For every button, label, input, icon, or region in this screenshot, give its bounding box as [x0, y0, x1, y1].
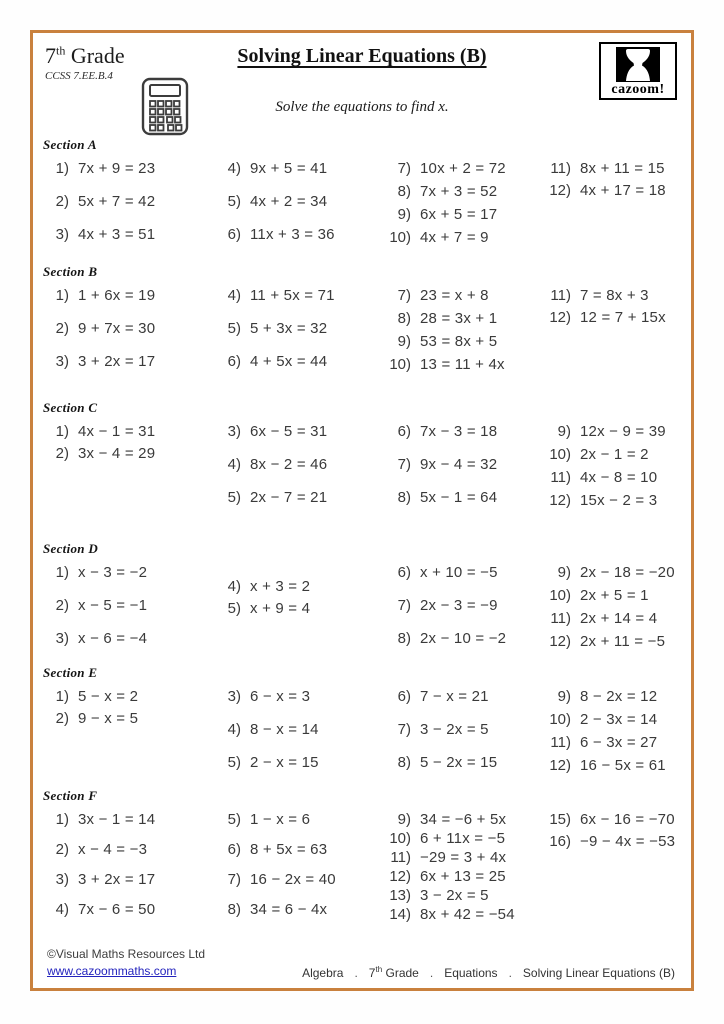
- equation-number: 4): [227, 160, 241, 177]
- equation-row: [215, 455, 327, 474]
- equation-text: 9x − 4 = 32: [420, 456, 498, 473]
- equation-number: 2): [55, 193, 69, 210]
- equation-row: [43, 629, 147, 648]
- equation-text: 16 − 5x = 61: [580, 757, 666, 774]
- section-columns: [43, 286, 691, 385]
- equation-number: 2): [55, 445, 69, 462]
- equation-row: [385, 629, 506, 648]
- equation-number: 12): [549, 757, 571, 774]
- breadcrumb: [302, 965, 675, 980]
- equation-row: [385, 563, 498, 582]
- equation-text: 4x + 7 = 9: [420, 229, 489, 246]
- equation-number: 3): [55, 871, 69, 888]
- equation-row: [385, 228, 489, 247]
- equation-number: 10): [549, 587, 571, 604]
- equation-number: 7): [397, 721, 411, 738]
- equation-number: 5): [227, 320, 241, 337]
- equation-text: 4x − 8 = 10: [580, 469, 658, 486]
- equation-row: [385, 867, 506, 886]
- equation-row: [545, 445, 649, 464]
- section: [43, 400, 691, 521]
- equation-row: [385, 687, 489, 706]
- equation-text: 2x − 10 = −2: [420, 630, 507, 647]
- equation-text: 10x + 2 = 72: [420, 160, 506, 177]
- equation-text: 2x + 11 = −5: [580, 633, 666, 650]
- equation-row: [385, 596, 498, 615]
- equation-text: 6x − 16 = −70: [580, 811, 675, 828]
- equation-text: 6x + 5 = 17: [420, 206, 498, 223]
- equation-row: [385, 829, 505, 848]
- sections: [33, 137, 691, 930]
- equation-text: x − 4 = −3: [78, 841, 148, 858]
- equation-text: x + 10 = −5: [420, 564, 498, 581]
- equation-row: [385, 488, 497, 507]
- equation-text: 4x + 17 = 18: [580, 182, 666, 199]
- equation-number: 4): [227, 578, 241, 595]
- equation-number: 3): [55, 226, 69, 243]
- breadcrumb-item: 7th Grade: [368, 965, 419, 980]
- equation-text: 2x − 7 = 21: [250, 489, 328, 506]
- equation-number: 6): [397, 564, 411, 581]
- equation-column: [385, 563, 545, 662]
- equation-text: 4 + 5x = 44: [250, 353, 328, 370]
- equation-text: 1 + 6x = 19: [78, 287, 156, 304]
- equation-text: 13 = 11 + 4x: [420, 356, 505, 373]
- equation-row: [43, 840, 147, 859]
- equation-number: 10): [389, 356, 411, 373]
- equation-number: 7): [397, 160, 411, 177]
- equation-row: [43, 709, 138, 728]
- equation-number: 4): [227, 456, 241, 473]
- equation-text: 5 − 2x = 15: [420, 754, 498, 771]
- equation-number: 11): [550, 469, 571, 486]
- equation-number: 1): [55, 160, 69, 177]
- equation-text: 3x − 4 = 29: [78, 445, 156, 462]
- section-columns: [43, 810, 691, 930]
- equation-number: 2): [55, 710, 69, 727]
- equation-column: [545, 563, 691, 662]
- equation-text: 8 − x = 14: [250, 721, 319, 738]
- equation-column: [215, 810, 385, 930]
- equation-number: 12): [549, 492, 571, 509]
- equation-column: [215, 159, 385, 258]
- equation-text: 15x − 2 = 3: [580, 492, 658, 509]
- page-border-frame: [30, 30, 694, 991]
- equation-text: 6x + 13 = 25: [420, 868, 506, 885]
- equation-row: [215, 352, 327, 371]
- equation-text: 5 − x = 2: [78, 688, 139, 705]
- section-columns: [43, 687, 691, 786]
- equation-number: 10): [549, 711, 571, 728]
- equation-text: x + 9 = 4: [250, 600, 311, 617]
- breadcrumb-item: Equations: [444, 966, 498, 980]
- instruction-text: Solve the equations to find x.: [275, 99, 449, 115]
- equation-row: [215, 577, 310, 596]
- equation-text: 6x − 5 = 31: [250, 423, 328, 440]
- equation-number: 3): [55, 353, 69, 370]
- equation-number: 15): [549, 811, 571, 828]
- equation-row: [385, 810, 506, 829]
- equation-number: 11): [550, 160, 571, 177]
- equation-number: 11): [550, 734, 571, 751]
- equation-column: [43, 810, 215, 930]
- equation-text: 28 = 3x + 1: [420, 310, 498, 327]
- equation-text: 3 − 2x = 5: [420, 721, 489, 738]
- logo-text: cazoom!: [611, 82, 665, 97]
- equation-number: 9): [557, 564, 571, 581]
- equation-text: 34 = 6 − 4x: [250, 901, 328, 918]
- equation-number: 2): [55, 320, 69, 337]
- equation-number: 14): [389, 906, 411, 923]
- equation-text: 2x − 1 = 2: [580, 446, 649, 463]
- equation-row: [215, 900, 327, 919]
- equation-text: 9 + 7x = 30: [78, 320, 156, 337]
- equation-row: [385, 455, 497, 474]
- equation-text: 34 = −6 + 5x: [420, 811, 507, 828]
- equation-number: 1): [55, 423, 69, 440]
- equation-number: 16): [549, 833, 571, 850]
- equation-column: [43, 159, 215, 258]
- equation-text: x − 3 = −2: [78, 564, 148, 581]
- equation-number: 7): [397, 597, 411, 614]
- breadcrumb-item: Algebra: [302, 966, 344, 980]
- equation-number: 12): [549, 633, 571, 650]
- equation-column: [545, 422, 691, 521]
- equation-number: 6): [227, 353, 241, 370]
- equation-number: 7): [227, 871, 241, 888]
- equation-row: [545, 687, 657, 706]
- equation-row: [545, 468, 657, 487]
- equation-row: [215, 192, 327, 211]
- equation-row: [215, 319, 327, 338]
- equation-text: 3x − 1 = 14: [78, 811, 156, 828]
- equation-text: 11 + 5x = 71: [250, 287, 335, 304]
- breadcrumb-separator: .: [508, 966, 512, 980]
- equation-number: 11): [390, 849, 411, 866]
- equation-row: [43, 687, 138, 706]
- equation-row: [43, 900, 155, 919]
- equation-text: 7x + 9 = 23: [78, 160, 156, 177]
- equation-text: 12x − 9 = 39: [580, 423, 666, 440]
- equation-text: 1 − x = 6: [250, 811, 311, 828]
- equation-row: [215, 870, 336, 889]
- equation-row: [215, 599, 310, 618]
- equation-row: [215, 488, 327, 507]
- equation-number: 8): [397, 183, 411, 200]
- grade-superscript: th: [56, 43, 66, 58]
- equation-number: 9): [397, 333, 411, 350]
- equation-text: 6 + 11x = −5: [420, 830, 506, 847]
- equation-number: 12): [549, 309, 571, 326]
- equation-number: 10): [389, 229, 411, 246]
- worksheet-title: Solving Linear Equations (B): [237, 45, 487, 67]
- equation-row: [385, 720, 489, 739]
- section-columns: [43, 563, 691, 662]
- grade-label: 7th Grade: [45, 43, 125, 68]
- equation-row: [215, 810, 310, 829]
- footer-left: [47, 947, 205, 980]
- equation-number: 11): [550, 287, 571, 304]
- equation-column: [43, 687, 215, 786]
- equation-text: 3 + 2x = 17: [78, 353, 156, 370]
- equation-row: [545, 710, 657, 729]
- equation-row: [545, 491, 657, 510]
- section-title: Section B: [43, 264, 98, 279]
- equation-number: 2): [55, 597, 69, 614]
- equation-number: 6): [227, 226, 241, 243]
- equation-text: 7x − 6 = 50: [78, 901, 156, 918]
- equation-row: [545, 756, 666, 775]
- equation-column: [385, 286, 545, 385]
- equation-column: [545, 687, 691, 786]
- equation-text: x − 6 = −4: [78, 630, 148, 647]
- equation-text: x − 5 = −1: [78, 597, 148, 614]
- equation-row: [43, 810, 155, 829]
- equation-row: [545, 308, 666, 327]
- section-title: Section F: [43, 788, 98, 803]
- equation-text: 3 + 2x = 17: [78, 871, 156, 888]
- footer: [47, 947, 675, 980]
- section-columns: [43, 159, 691, 258]
- equation-column: [43, 422, 215, 521]
- equation-number: 10): [389, 830, 411, 847]
- equation-column: [385, 159, 545, 258]
- equation-text: 8x − 2 = 46: [250, 456, 328, 473]
- section-title: Section A: [43, 137, 97, 152]
- equation-number: 3): [55, 630, 69, 647]
- section-columns: [43, 422, 691, 521]
- equation-number: 4): [227, 287, 241, 304]
- equation-row: [43, 225, 155, 244]
- equation-row: [43, 192, 155, 211]
- equation-text: 6 − x = 3: [250, 688, 311, 705]
- breadcrumb-item: Solving Linear Equations (B): [522, 966, 675, 980]
- equation-text: 2 − 3x = 14: [580, 711, 658, 728]
- equation-row: [385, 332, 497, 351]
- equation-text: 3 − 2x = 5: [420, 887, 489, 904]
- section: [43, 541, 691, 662]
- equation-text: 4x + 3 = 51: [78, 226, 156, 243]
- equation-row: [385, 422, 497, 441]
- equation-row: [385, 355, 505, 374]
- equation-row: [215, 225, 335, 244]
- equation-number: 6): [397, 688, 411, 705]
- equation-row: [385, 905, 515, 924]
- equation-row: [385, 309, 497, 328]
- equation-text: −29 = 3 + 4x: [420, 849, 507, 866]
- equation-text: 2x + 14 = 4: [580, 610, 658, 627]
- equation-text: −9 − 4x = −53: [580, 833, 676, 850]
- equation-number: 5): [227, 193, 241, 210]
- ccss-standard-label: CCSS 7.EE.B.4: [45, 70, 113, 82]
- equation-row: [215, 159, 327, 178]
- equation-text: 2x − 3 = −9: [420, 597, 498, 614]
- equation-text: 9 − x = 5: [78, 710, 139, 727]
- equation-row: [215, 422, 327, 441]
- equation-row: [545, 286, 649, 305]
- equation-row: [43, 319, 155, 338]
- equation-number: 9): [397, 811, 411, 828]
- breadcrumb-separator: .: [354, 966, 358, 980]
- equation-column: [545, 810, 691, 930]
- equation-row: [43, 596, 147, 615]
- equation-number: 7): [397, 287, 411, 304]
- equation-number: 9): [397, 206, 411, 223]
- section-title: Section C: [43, 400, 98, 415]
- equation-text: 4x − 1 = 31: [78, 423, 156, 440]
- equation-column: [215, 422, 385, 521]
- equation-number: 9): [557, 688, 571, 705]
- djembe-drum-icon: [616, 47, 660, 82]
- equation-number: 8): [397, 630, 411, 647]
- equation-number: 5): [227, 600, 241, 617]
- equation-text: 2 − x = 15: [250, 754, 319, 771]
- equation-column: [545, 159, 691, 258]
- equation-row: [545, 422, 666, 441]
- equation-number: 8): [397, 310, 411, 327]
- equation-row: [545, 832, 675, 851]
- equation-text: 7x + 3 = 52: [420, 183, 498, 200]
- equation-column: [385, 810, 545, 930]
- equation-number: 2): [55, 841, 69, 858]
- section-title: Section D: [43, 541, 99, 556]
- equation-number: 12): [549, 182, 571, 199]
- equation-text: 2x − 18 = −20: [580, 564, 675, 581]
- equation-column: [215, 687, 385, 786]
- equation-row: [215, 753, 319, 772]
- equation-row: [385, 886, 489, 905]
- equation-number: 13): [389, 887, 411, 904]
- equation-row: [43, 286, 155, 305]
- equation-row: [43, 444, 155, 463]
- section-title: Section E: [43, 665, 98, 680]
- equation-row: [545, 733, 657, 752]
- equation-text: 8 − 2x = 12: [580, 688, 658, 705]
- equation-row: [545, 563, 675, 582]
- section: [43, 264, 691, 385]
- equation-row: [545, 586, 649, 605]
- equation-number: 8): [397, 489, 411, 506]
- equation-text: 16 − 2x = 40: [250, 871, 336, 888]
- equation-text: x + 3 = 2: [250, 578, 311, 595]
- equation-number: 5): [227, 489, 241, 506]
- equation-text: 8x + 42 = −54: [420, 906, 515, 923]
- equation-row: [385, 205, 497, 224]
- equation-number: 8): [227, 901, 241, 918]
- equation-text: 12 = 7 + 15x: [580, 309, 666, 326]
- equation-number: 4): [55, 901, 69, 918]
- equation-text: 4x + 2 = 34: [250, 193, 328, 210]
- header: [33, 33, 691, 137]
- equation-row: [545, 810, 675, 829]
- equation-column: [385, 422, 545, 521]
- equation-text: 5 + 3x = 32: [250, 320, 328, 337]
- equation-text: 6 − 3x = 27: [580, 734, 658, 751]
- equation-row: [545, 632, 665, 651]
- equation-text: 7x − 3 = 18: [420, 423, 498, 440]
- equation-number: 3): [227, 688, 241, 705]
- equation-row: [215, 840, 327, 859]
- section: [43, 788, 691, 930]
- equation-text: 7 = 8x + 3: [580, 287, 649, 304]
- calculator-icon: [140, 77, 192, 142]
- equation-row: [43, 422, 155, 441]
- equation-row: [545, 159, 665, 178]
- equation-row: [43, 159, 155, 178]
- equation-number: 9): [557, 423, 571, 440]
- equation-row: [215, 286, 335, 305]
- equation-number: 10): [549, 446, 571, 463]
- equation-number: 5): [227, 754, 241, 771]
- equation-text: 53 = 8x + 5: [420, 333, 498, 350]
- equation-number: 6): [397, 423, 411, 440]
- equation-column: [385, 687, 545, 786]
- equation-row: [385, 286, 489, 305]
- equation-number: 3): [227, 423, 241, 440]
- equation-number: 6): [227, 841, 241, 858]
- equation-number: 5): [227, 811, 241, 828]
- equation-number: 11): [550, 610, 571, 627]
- equation-text: 8 + 5x = 63: [250, 841, 328, 858]
- equation-column: [215, 563, 385, 662]
- equation-row: [385, 753, 497, 772]
- cazoom-logo: [599, 42, 677, 100]
- equation-text: 11x + 3 = 36: [250, 226, 335, 243]
- equation-text: 2x + 5 = 1: [580, 587, 649, 604]
- section: [43, 137, 691, 258]
- breadcrumb-separator: .: [429, 966, 434, 980]
- equation-number: 1): [55, 688, 69, 705]
- equation-row: [215, 687, 310, 706]
- equation-number: 8): [397, 754, 411, 771]
- equation-column: [43, 563, 215, 662]
- equation-text: 8x + 11 = 15: [580, 160, 665, 177]
- equation-row: [43, 870, 155, 889]
- equation-text: 9x + 5 = 41: [250, 160, 328, 177]
- equation-row: [215, 720, 319, 739]
- equation-text: 5x − 1 = 64: [420, 489, 498, 506]
- equation-row: [545, 609, 657, 628]
- equation-number: 1): [55, 287, 69, 304]
- equation-number: 4): [227, 721, 241, 738]
- equation-row: [385, 159, 506, 178]
- equation-row: [545, 181, 666, 200]
- section: [43, 665, 691, 786]
- equation-number: 1): [55, 564, 69, 581]
- copyright-text: ©Visual Maths Resources Ltd: [47, 947, 206, 961]
- equation-number: 12): [389, 868, 411, 885]
- equation-column: [43, 286, 215, 385]
- equation-column: [215, 286, 385, 385]
- equation-row: [43, 352, 155, 371]
- equation-row: [385, 182, 497, 201]
- equation-text: 5x + 7 = 42: [78, 193, 156, 210]
- equation-number: 1): [55, 811, 69, 828]
- equation-row: [385, 848, 506, 867]
- equation-text: 23 = x + 8: [420, 287, 489, 304]
- website-link[interactable]: www.cazoommaths.com: [47, 964, 177, 978]
- equation-column: [545, 286, 691, 385]
- equation-number: 7): [397, 456, 411, 473]
- equation-text: 7 − x = 21: [420, 688, 489, 705]
- equation-row: [43, 563, 147, 582]
